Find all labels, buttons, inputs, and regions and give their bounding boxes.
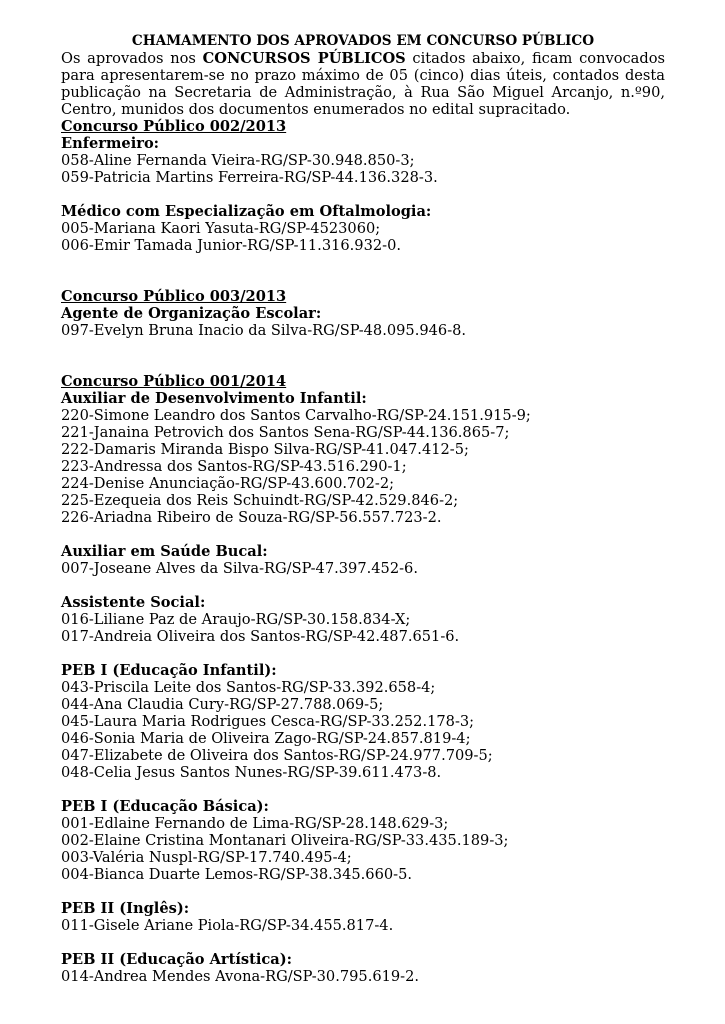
- role-spacer: [61, 934, 665, 951]
- candidate-entry: 224-Denise Anunciação-RG/SP-43.600.702-2;: [61, 475, 395, 492]
- page-title: CHAMAMENTO DOS APROVADOS EM CONCURSO PÚBLICO: [131, 33, 595, 49]
- role-title: PEB I (Educação Básica):: [61, 798, 269, 815]
- candidate-entry: 006-Emir Tamada Junior-RG/SP-11.316.932-0.: [61, 237, 402, 254]
- role-title: Auxiliar de Desenvolvimento Infantil:: [61, 390, 367, 407]
- contest-heading: Concurso Público 003/2013: [61, 288, 287, 305]
- candidate-entry: 001-Edlaine Fernando de Lima-RG/SP-28.148.629-3;: [61, 815, 449, 832]
- role-title: PEB II (Educação Artística):: [61, 951, 293, 968]
- candidate-entry: 007-Joseane Alves da Silva-RG/SP-47.397.452-6.: [61, 560, 418, 577]
- contest-heading: Concurso Público 002/2013: [61, 118, 287, 135]
- candidate-entry: 223-Andressa dos Santos-RG/SP-43.516.290-1;: [61, 458, 407, 475]
- candidate-entry: 222-Damaris Miranda Bispo Silva-RG/SP-41.047.412-5;: [61, 441, 469, 458]
- role-spacer: [61, 781, 665, 798]
- role-title: Enfermeiro:: [61, 135, 160, 152]
- role-title: PEB II (Inglês):: [61, 900, 190, 917]
- candidate-entry: 004-Bianca Duarte Lemos-RG/SP-38.345.660-5.: [61, 866, 413, 883]
- candidate-entry: 005-Mariana Kaori Yasuta-RG/SP-4523060;: [61, 220, 381, 237]
- candidate-entry: 220-Simone Leandro dos Santos Carvalho-RG/SP-24.151.915-9;: [61, 407, 531, 424]
- role-spacer: [61, 883, 665, 900]
- contest-heading: Concurso Público 001/2014: [61, 373, 287, 390]
- candidate-entry: 059-Patricia Martins Ferreira-RG/SP-44.136.328-3.: [61, 169, 438, 186]
- candidate-entry: 044-Ana Claudia Cury-RG/SP-27.788.069-5;: [61, 696, 384, 713]
- candidate-entry: 226-Ariadna Ribeiro de Souza-RG/SP-56.557.723-2.: [61, 509, 442, 526]
- role-spacer: [61, 186, 665, 203]
- intro-text-start: Os aprovados nos: [61, 50, 203, 67]
- candidate-entry: 017-Andreia Oliveira dos Santos-RG/SP-42.487.651-6.: [61, 628, 460, 645]
- candidate-entry: 048-Celia Jesus Santos Nunes-RG/SP-39.611.473-8.: [61, 764, 442, 781]
- candidate-entry: 221-Janaina Petrovich dos Santos Sena-RG/SP-44.136.865-7;: [61, 424, 510, 441]
- intro-paragraph: [61, 50, 665, 118]
- section-spacer: [61, 339, 665, 373]
- candidate-entry: 225-Ezequeia dos Reis Schuindt-RG/SP-42.529.846-2;: [61, 492, 459, 509]
- candidate-entry: 016-Liliane Paz de Araujo-RG/SP-30.158.834-X;: [61, 611, 411, 628]
- candidate-entry: 002-Elaine Cristina Montanari Oliveira-RG/SP-33.435.189-3;: [61, 832, 509, 849]
- role-title: Assistente Social:: [61, 594, 206, 611]
- candidate-entry: 097-Evelyn Bruna Inacio da Silva-RG/SP-48.095.946-8.: [61, 322, 467, 339]
- candidate-entry: 003-Valéria Nuspl-RG/SP-17.740.495-4;: [61, 849, 352, 866]
- candidate-entry: 046-Sonia Maria de Oliveira Zago-RG/SP-24.857.819-4;: [61, 730, 471, 747]
- document-page: [61, 33, 665, 985]
- candidate-entry: 058-Aline Fernanda Vieira-RG/SP-30.948.850-3;: [61, 152, 415, 169]
- role-spacer: [61, 645, 665, 662]
- candidate-entry: 047-Elizabete de Oliveira dos Santos-RG/SP-24.977.709-5;: [61, 747, 493, 764]
- intro-text-bold: CONCURSOS PÚBLICOS: [202, 50, 406, 67]
- role-title: Médico com Especialização em Oftalmologia:: [61, 203, 432, 220]
- candidate-entry: 014-Andrea Mendes Avona-RG/SP-30.795.619-2.: [61, 968, 420, 985]
- role-title: Agente de Organização Escolar:: [61, 305, 322, 322]
- contest-list: [61, 118, 665, 985]
- role-spacer: [61, 577, 665, 594]
- candidate-entry: 043-Priscila Leite dos Santos-RG/SP-33.392.658-4;: [61, 679, 436, 696]
- candidate-entry: 045-Laura Maria Rodrigues Cesca-RG/SP-33.252.178-3;: [61, 713, 475, 730]
- candidate-entry: 011-Gisele Ariane Piola-RG/SP-34.455.817-4.: [61, 917, 394, 934]
- role-spacer: [61, 526, 665, 543]
- role-title: PEB I (Educação Infantil):: [61, 662, 277, 679]
- intro-text-end: citados abaixo, ficam convocados para apresentarem-se no prazo máximo de 05 (cinco) dias úteis, contados desta publicação na Secretaria de Administração, à Rua São Miguel Arcanjo, n.º90, Centro, munidos dos documentos enumerados no edital supracitado.: [61, 50, 665, 118]
- section-spacer: [61, 254, 665, 288]
- role-title: Auxiliar em Saúde Bucal:: [61, 543, 268, 560]
